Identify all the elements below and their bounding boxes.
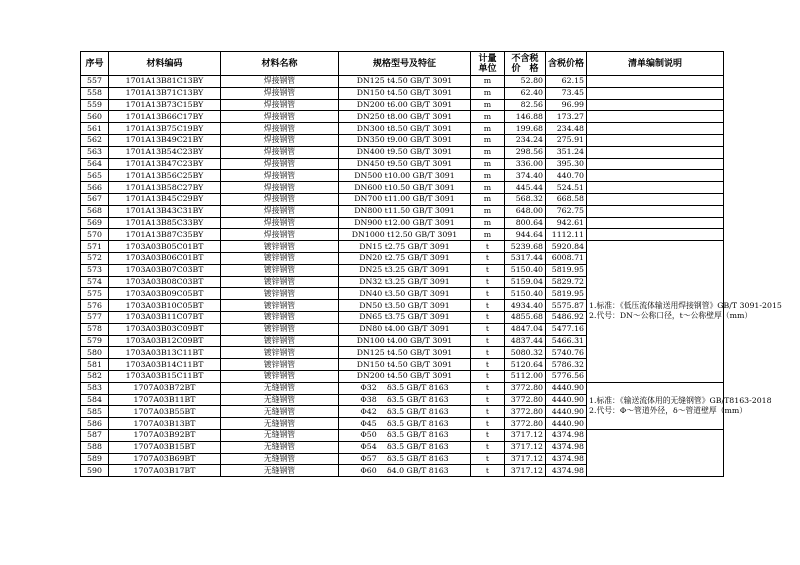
cell-spec: DN1000 t12.50 GB/T 3091 xyxy=(339,229,471,241)
cell-code: 1703A03B12C09BT xyxy=(109,335,221,347)
cell-code: 1707A03B17BT xyxy=(109,465,221,477)
cell-unit: t xyxy=(471,394,505,406)
cell-price-excl-tax: 4855.68 xyxy=(505,311,546,323)
cell-name: 焊接钢管 xyxy=(221,217,339,229)
cell-price-incl-tax: 5466.31 xyxy=(546,335,587,347)
cell-price-excl-tax: 648.00 xyxy=(505,205,546,217)
cell-price-incl-tax: 4440.90 xyxy=(546,406,587,418)
cell-price-incl-tax: 1112.11 xyxy=(546,229,587,241)
cell-spec: DN200 t4.50 GB/T 3091 xyxy=(339,370,471,382)
notes-empty-cell xyxy=(587,123,724,135)
cell-name: 镀锌钢管 xyxy=(221,264,339,276)
cell-price-incl-tax: 96.99 xyxy=(546,99,587,111)
cell-price-excl-tax: 3772.80 xyxy=(505,394,546,406)
cell-unit: t xyxy=(471,347,505,359)
cell-unit: m xyxy=(471,111,505,123)
cell-spec: DN80 t4.00 GB/T 3091 xyxy=(339,323,471,335)
cell-spec: Φ42 δ3.5 GB/T 8163 xyxy=(339,406,471,418)
cell-name: 焊接钢管 xyxy=(221,158,339,170)
cell-price-incl-tax: 4440.90 xyxy=(546,394,587,406)
cell-unit: m xyxy=(471,134,505,146)
header-unit: 计量 单位 xyxy=(471,52,505,76)
table-row xyxy=(81,134,724,146)
cell-unit: m xyxy=(471,123,505,135)
cell-spec: DN450 t9.50 GB/T 3091 xyxy=(339,158,471,170)
cell-price-incl-tax: 6008.71 xyxy=(546,252,587,264)
notes-empty-cell xyxy=(587,205,724,217)
cell-code: 1703A03B15C11BT xyxy=(109,370,221,382)
cell-unit: m xyxy=(471,99,505,111)
cell-code: 1707A03B15BT xyxy=(109,441,221,453)
cell-seq: 578 xyxy=(81,323,109,335)
cell-seq: 559 xyxy=(81,99,109,111)
notes-empty-cell xyxy=(587,99,724,111)
cell-price-incl-tax: 5829.72 xyxy=(546,276,587,288)
cell-price-incl-tax: 4440.90 xyxy=(546,382,587,394)
cell-seq: 563 xyxy=(81,146,109,158)
cell-spec: DN400 t9.50 GB/T 3091 xyxy=(339,146,471,158)
cell-price-incl-tax: 4374.98 xyxy=(546,453,587,465)
cell-seq: 589 xyxy=(81,453,109,465)
cell-price-excl-tax: 3717.12 xyxy=(505,465,546,477)
cell-unit: t xyxy=(471,264,505,276)
cell-price-excl-tax: 3772.80 xyxy=(505,382,546,394)
header-code: 材料编码 xyxy=(109,52,221,76)
cell-name: 焊接钢管 xyxy=(221,229,339,241)
cell-unit: t xyxy=(471,406,505,418)
cell-price-incl-tax: 668.58 xyxy=(546,193,587,205)
cell-seq: 560 xyxy=(81,111,109,123)
cell-code: 1701A13B66C17BY xyxy=(109,111,221,123)
cell-code: 1703A03B10C05BT xyxy=(109,300,221,312)
header-name: 材料名称 xyxy=(221,52,339,76)
cell-unit: t xyxy=(471,441,505,453)
table-row xyxy=(81,76,724,88)
cell-seq: 562 xyxy=(81,134,109,146)
cell-price-incl-tax: 942.61 xyxy=(546,217,587,229)
notes-empty-cell xyxy=(587,134,724,146)
notes-empty-cell xyxy=(587,217,724,229)
cell-unit: t xyxy=(471,300,505,312)
cell-code: 1701A13B56C25BY xyxy=(109,170,221,182)
cell-price-incl-tax: 5920.84 xyxy=(546,241,587,253)
cell-seq: 588 xyxy=(81,441,109,453)
cell-spec: DN600 t10.50 GB/T 3091 xyxy=(339,182,471,194)
cell-price-excl-tax: 3717.12 xyxy=(505,453,546,465)
cell-spec: DN350 t9.00 GB/T 3091 xyxy=(339,134,471,146)
cell-unit: m xyxy=(471,87,505,99)
cell-seq: 572 xyxy=(81,252,109,264)
cell-code: 1703A03B09C05BT xyxy=(109,288,221,300)
cell-price-excl-tax: 5120.64 xyxy=(505,359,546,371)
table-body xyxy=(81,76,782,477)
cell-name: 焊接钢管 xyxy=(221,87,339,99)
notes-galvanized xyxy=(587,241,782,383)
cell-name: 镀锌钢管 xyxy=(221,370,339,382)
cell-code: 1701A13B54C23BY xyxy=(109,146,221,158)
notes-empty-cell xyxy=(587,193,724,205)
header-price-excl-tax: 不含税 价 格 xyxy=(505,52,546,76)
cell-price-incl-tax: 62.15 xyxy=(546,76,587,88)
cell-unit: m xyxy=(471,229,505,241)
cell-seq: 583 xyxy=(81,382,109,394)
cell-price-incl-tax: 5819.95 xyxy=(546,288,587,300)
cell-spec: DN25 t3.25 GB/T 3091 xyxy=(339,264,471,276)
cell-code: 1703A03B06C01BT xyxy=(109,252,221,264)
table-row xyxy=(81,170,724,182)
table-row xyxy=(81,205,724,217)
cell-price-excl-tax: 298.56 xyxy=(505,146,546,158)
cell-name: 镀锌钢管 xyxy=(221,311,339,323)
cell-unit: m xyxy=(471,182,505,194)
table-row xyxy=(81,229,724,241)
cell-seq: 574 xyxy=(81,276,109,288)
cell-price-incl-tax: 440.70 xyxy=(546,170,587,182)
cell-seq: 586 xyxy=(81,418,109,430)
notes-empty-cell xyxy=(587,76,724,88)
cell-seq: 587 xyxy=(81,429,109,441)
cell-spec: Φ38 δ3.5 GB/T 8163 xyxy=(339,394,471,406)
cell-price-excl-tax: 234.24 xyxy=(505,134,546,146)
cell-name: 镀锌钢管 xyxy=(221,323,339,335)
cell-spec: DN200 t6.00 GB/T 3091 xyxy=(339,99,471,111)
cell-name: 无缝钢管 xyxy=(221,406,339,418)
cell-price-excl-tax: 199.68 xyxy=(505,123,546,135)
cell-price-incl-tax: 5776.56 xyxy=(546,370,587,382)
cell-spec: DN20 t2.75 GB/T 3091 xyxy=(339,252,471,264)
header-price-incl-tax: 含税价格 xyxy=(546,52,587,76)
material-price-table xyxy=(80,51,782,477)
cell-price-excl-tax: 5112.00 xyxy=(505,370,546,382)
cell-price-incl-tax: 5819.95 xyxy=(546,264,587,276)
cell-code: 1701A13B87C35BY xyxy=(109,229,221,241)
notes-empty-cell xyxy=(587,158,724,170)
cell-price-incl-tax: 5740.76 xyxy=(546,347,587,359)
cell-seq: 582 xyxy=(81,370,109,382)
cell-name: 镀锌钢管 xyxy=(221,300,339,312)
cell-price-excl-tax: 374.40 xyxy=(505,170,546,182)
cell-price-incl-tax: 234.48 xyxy=(546,123,587,135)
cell-unit: t xyxy=(471,252,505,264)
cell-code: 1707A03B13BT xyxy=(109,418,221,430)
cell-code: 1701A13B58C27BY xyxy=(109,182,221,194)
cell-unit: m xyxy=(471,205,505,217)
table-row xyxy=(81,217,724,229)
cell-unit: t xyxy=(471,429,505,441)
cell-seq: 570 xyxy=(81,229,109,241)
cell-spec: DN40 t3.50 GB/T 3091 xyxy=(339,288,471,300)
cell-spec: DN65 t3.75 GB/T 3091 xyxy=(339,311,471,323)
table-row xyxy=(81,87,724,99)
cell-name: 焊接钢管 xyxy=(221,99,339,111)
table-row xyxy=(81,382,724,394)
cell-seq: 580 xyxy=(81,347,109,359)
cell-spec: Φ32 δ3.5 GB/T 8163 xyxy=(339,382,471,394)
cell-price-incl-tax: 4374.98 xyxy=(546,441,587,453)
cell-price-excl-tax: 5159.04 xyxy=(505,276,546,288)
cell-price-excl-tax: 800.64 xyxy=(505,217,546,229)
cell-unit: t xyxy=(471,418,505,430)
cell-unit: t xyxy=(471,241,505,253)
notes-empty-cell xyxy=(587,429,724,476)
cell-spec: DN100 t4.00 GB/T 3091 xyxy=(339,335,471,347)
cell-name: 焊接钢管 xyxy=(221,76,339,88)
note-line: 2.代号：Φ～管道外径，δ～管道壁厚（mm） xyxy=(589,405,748,415)
cell-price-incl-tax: 73.45 xyxy=(546,87,587,99)
table-row xyxy=(81,241,724,253)
cell-price-excl-tax: 4934.40 xyxy=(505,300,546,312)
cell-spec: DN300 t8.50 GB/T 3091 xyxy=(339,123,471,135)
cell-price-incl-tax: 4374.98 xyxy=(546,429,587,441)
cell-price-excl-tax: 3772.80 xyxy=(505,406,546,418)
cell-name: 无缝钢管 xyxy=(221,382,339,394)
cell-name: 无缝钢管 xyxy=(221,394,339,406)
cell-price-excl-tax: 944.64 xyxy=(505,229,546,241)
cell-price-excl-tax: 5150.40 xyxy=(505,288,546,300)
cell-name: 镀锌钢管 xyxy=(221,347,339,359)
note-line: 1.标准：《低压流体输送用焊接钢管》GB/T 3091-2015 xyxy=(589,301,782,311)
header-notes: 清单编制说明 xyxy=(587,52,724,76)
cell-spec: DN700 t11.00 GB/T 3091 xyxy=(339,193,471,205)
cell-spec: DN500 t10.00 GB/T 3091 xyxy=(339,170,471,182)
cell-price-incl-tax: 5486.92 xyxy=(546,311,587,323)
notes-empty-cell xyxy=(587,229,724,241)
notes-empty-cell xyxy=(587,182,724,194)
cell-seq: 581 xyxy=(81,359,109,371)
cell-unit: t xyxy=(471,370,505,382)
cell-spec: DN800 t11.50 GB/T 3091 xyxy=(339,205,471,217)
cell-price-excl-tax: 336.00 xyxy=(505,158,546,170)
notes-seamless xyxy=(587,382,772,429)
cell-seq: 579 xyxy=(81,335,109,347)
cell-name: 无缝钢管 xyxy=(221,441,339,453)
cell-name: 镀锌钢管 xyxy=(221,288,339,300)
cell-spec: Φ54 δ3.5 GB/T 8163 xyxy=(339,441,471,453)
table-row xyxy=(81,429,724,441)
cell-name: 焊接钢管 xyxy=(221,193,339,205)
cell-price-excl-tax: 5239.68 xyxy=(505,241,546,253)
cell-code: 1703A03B11C07BT xyxy=(109,311,221,323)
cell-price-incl-tax: 4374.98 xyxy=(546,465,587,477)
cell-name: 镀锌钢管 xyxy=(221,359,339,371)
cell-unit: m xyxy=(471,193,505,205)
cell-spec: DN15 t2.75 GB/T 3091 xyxy=(339,241,471,253)
cell-seq: 584 xyxy=(81,394,109,406)
cell-price-incl-tax: 5477.16 xyxy=(546,323,587,335)
cell-seq: 590 xyxy=(81,465,109,477)
cell-name: 镀锌钢管 xyxy=(221,252,339,264)
cell-unit: t xyxy=(471,359,505,371)
cell-price-incl-tax: 395.30 xyxy=(546,158,587,170)
cell-spec: Φ50 δ3.5 GB/T 8163 xyxy=(339,429,471,441)
cell-spec: DN150 t4.50 GB/T 3091 xyxy=(339,87,471,99)
cell-price-excl-tax: 82.56 xyxy=(505,99,546,111)
cell-price-excl-tax: 4847.04 xyxy=(505,323,546,335)
cell-seq: 565 xyxy=(81,170,109,182)
cell-unit: m xyxy=(471,170,505,182)
cell-name: 焊接钢管 xyxy=(221,182,339,194)
cell-name: 无缝钢管 xyxy=(221,418,339,430)
header-row xyxy=(81,52,724,76)
cell-code: 1701A13B73C15BY xyxy=(109,99,221,111)
table-row xyxy=(81,182,724,194)
cell-name: 无缝钢管 xyxy=(221,453,339,465)
table-row xyxy=(81,146,724,158)
table-row xyxy=(81,123,724,135)
cell-code: 1707A03B11BT xyxy=(109,394,221,406)
cell-unit: t xyxy=(471,453,505,465)
cell-unit: m xyxy=(471,76,505,88)
cell-price-excl-tax: 3717.12 xyxy=(505,441,546,453)
cell-unit: t xyxy=(471,323,505,335)
cell-spec: DN250 t8.00 GB/T 3091 xyxy=(339,111,471,123)
cell-price-excl-tax: 5317.44 xyxy=(505,252,546,264)
cell-seq: 567 xyxy=(81,193,109,205)
cell-seq: 571 xyxy=(81,241,109,253)
cell-unit: t xyxy=(471,465,505,477)
cell-code: 1703A03B08C03BT xyxy=(109,276,221,288)
cell-seq: 575 xyxy=(81,288,109,300)
cell-spec: DN900 t12.00 GB/T 3091 xyxy=(339,217,471,229)
cell-price-excl-tax: 445.44 xyxy=(505,182,546,194)
table-row xyxy=(81,193,724,205)
cell-price-excl-tax: 146.88 xyxy=(505,111,546,123)
notes-empty-cell xyxy=(587,111,724,123)
cell-code: 1703A03B07C03BT xyxy=(109,264,221,276)
cell-name: 焊接钢管 xyxy=(221,170,339,182)
cell-seq: 564 xyxy=(81,158,109,170)
header-spec: 规格型号及特征 xyxy=(339,52,471,76)
cell-code: 1701A13B81C13BY xyxy=(109,76,221,88)
cell-name: 焊接钢管 xyxy=(221,146,339,158)
cell-unit: t xyxy=(471,288,505,300)
cell-seq: 561 xyxy=(81,123,109,135)
notes-empty-cell xyxy=(587,146,724,158)
cell-price-excl-tax: 5080.32 xyxy=(505,347,546,359)
cell-code: 1703A03B13C11BT xyxy=(109,347,221,359)
cell-code: 1707A03B72BT xyxy=(109,382,221,394)
cell-name: 焊接钢管 xyxy=(221,134,339,146)
cell-price-incl-tax: 524.51 xyxy=(546,182,587,194)
cell-price-excl-tax: 52.80 xyxy=(505,76,546,88)
cell-price-incl-tax: 5786.32 xyxy=(546,359,587,371)
cell-price-excl-tax: 3772.80 xyxy=(505,418,546,430)
cell-seq: 585 xyxy=(81,406,109,418)
table-row xyxy=(81,111,724,123)
cell-price-excl-tax: 4837.44 xyxy=(505,335,546,347)
cell-seq: 557 xyxy=(81,76,109,88)
cell-code: 1701A13B71C13BY xyxy=(109,87,221,99)
cell-price-incl-tax: 4440.90 xyxy=(546,418,587,430)
cell-code: 1703A03B14C11BT xyxy=(109,359,221,371)
notes-empty-cell xyxy=(587,87,724,99)
cell-unit: t xyxy=(471,276,505,288)
cell-code: 1703A03B03C09BT xyxy=(109,323,221,335)
note-line: 2.代号：DN～公称口径，t～公称壁厚（mm） xyxy=(589,311,753,321)
cell-seq: 576 xyxy=(81,300,109,312)
cell-name: 焊接钢管 xyxy=(221,123,339,135)
cell-price-incl-tax: 5575.87 xyxy=(546,300,587,312)
cell-code: 1701A13B47C23BY xyxy=(109,158,221,170)
cell-name: 镀锌钢管 xyxy=(221,276,339,288)
cell-name: 镀锌钢管 xyxy=(221,335,339,347)
cell-seq: 568 xyxy=(81,205,109,217)
note-line: 1.标准：《输送流体用的无缝钢管》GB/T8163-2018 xyxy=(589,395,772,405)
cell-seq: 573 xyxy=(81,264,109,276)
cell-seq: 566 xyxy=(81,182,109,194)
cell-price-incl-tax: 275.91 xyxy=(546,134,587,146)
cell-price-excl-tax: 5150.40 xyxy=(505,264,546,276)
cell-price-excl-tax: 3717.12 xyxy=(505,429,546,441)
cell-code: 1707A03B92BT xyxy=(109,429,221,441)
cell-spec: DN150 t4.50 GB/T 3091 xyxy=(339,359,471,371)
cell-spec: DN125 t4.50 GB/T 3091 xyxy=(339,347,471,359)
cell-spec: Φ57 δ3.5 GB/T 8163 xyxy=(339,453,471,465)
table-row xyxy=(81,99,724,111)
table-row xyxy=(81,158,724,170)
cell-price-excl-tax: 62.40 xyxy=(505,87,546,99)
cell-unit: t xyxy=(471,382,505,394)
cell-name: 无缝钢管 xyxy=(221,429,339,441)
cell-price-incl-tax: 351.24 xyxy=(546,146,587,158)
cell-code: 1701A13B49C21BY xyxy=(109,134,221,146)
cell-name: 焊接钢管 xyxy=(221,111,339,123)
cell-spec: Φ60 δ4.0 GB/T 8163 xyxy=(339,465,471,477)
cell-spec: DN32 t3.25 GB/T 3091 xyxy=(339,276,471,288)
cell-name: 焊接钢管 xyxy=(221,205,339,217)
cell-code: 1707A03B69BT xyxy=(109,453,221,465)
cell-code: 1701A13B43C31BY xyxy=(109,205,221,217)
cell-unit: t xyxy=(471,335,505,347)
cell-spec: DN50 t3.50 GB/T 3091 xyxy=(339,300,471,312)
cell-unit: t xyxy=(471,311,505,323)
cell-price-excl-tax: 568.32 xyxy=(505,193,546,205)
cell-code: 1703A03B05C01BT xyxy=(109,241,221,253)
cell-code: 1707A03B55BT xyxy=(109,406,221,418)
cell-code: 1701A13B85C33BY xyxy=(109,217,221,229)
cell-seq: 577 xyxy=(81,311,109,323)
cell-name: 镀锌钢管 xyxy=(221,241,339,253)
cell-seq: 558 xyxy=(81,87,109,99)
cell-unit: m xyxy=(471,146,505,158)
cell-spec: Φ45 δ3.5 GB/T 8163 xyxy=(339,418,471,430)
cell-name: 无缝钢管 xyxy=(221,465,339,477)
cell-code: 1701A13B45C29BY xyxy=(109,193,221,205)
header-seq: 序号 xyxy=(81,52,109,76)
cell-code: 1701A13B75C19BY xyxy=(109,123,221,135)
cell-spec: DN125 t4.50 GB/T 3091 xyxy=(339,76,471,88)
notes-empty-cell xyxy=(587,170,724,182)
cell-unit: m xyxy=(471,217,505,229)
cell-price-incl-tax: 762.75 xyxy=(546,205,587,217)
cell-unit: m xyxy=(471,158,505,170)
cell-price-incl-tax: 173.27 xyxy=(546,111,587,123)
cell-seq: 569 xyxy=(81,217,109,229)
